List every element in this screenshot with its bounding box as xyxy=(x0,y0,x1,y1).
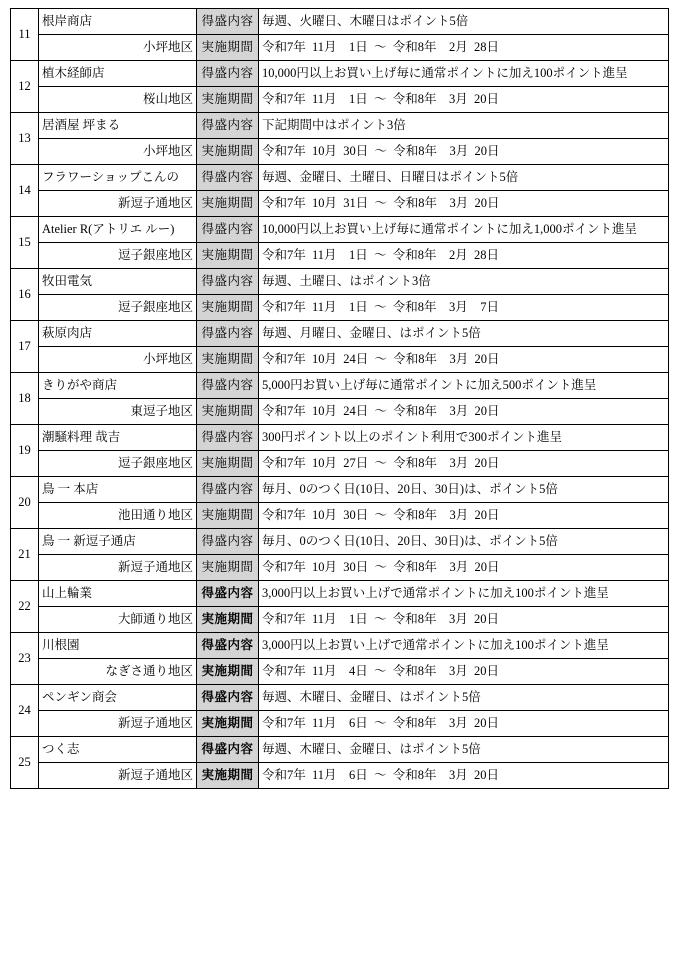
row-number: 21 xyxy=(11,529,39,581)
shop-name: 鳥 一 新逗子通店 xyxy=(39,529,197,555)
shop-name: 植木経師店 xyxy=(39,61,197,87)
campaign-detail: 3,000円以上お買い上げで通常ポイントに加え100ポイント進呈 xyxy=(259,581,669,607)
row-number: 14 xyxy=(11,165,39,217)
period-label: 実施期間 xyxy=(197,555,259,581)
detail-label: 得盛内容 xyxy=(197,737,259,763)
campaign-detail: 下記期間中はポイント3倍 xyxy=(259,113,669,139)
table-row xyxy=(11,555,669,581)
period-label: 実施期間 xyxy=(197,347,259,373)
shop-name: 山上輪業 xyxy=(39,581,197,607)
detail-label: 得盛内容 xyxy=(197,113,259,139)
shop-name: つく志 xyxy=(39,737,197,763)
row-number: 17 xyxy=(11,321,39,373)
period-label: 実施期間 xyxy=(197,295,259,321)
detail-label: 得盛内容 xyxy=(197,217,259,243)
campaign-detail: 3,000円以上お買い上げで通常ポイントに加え100ポイント進呈 xyxy=(259,633,669,659)
detail-label: 得盛内容 xyxy=(197,685,259,711)
shop-area: 新逗子通地区 xyxy=(39,191,197,217)
row-number: 11 xyxy=(11,9,39,61)
period-text: 令和7年 10月 27日 ～ 令和8年 3月 20日 xyxy=(262,455,500,470)
detail-label: 得盛内容 xyxy=(197,61,259,87)
table-row xyxy=(11,9,669,35)
period-text: 令和7年 10月 24日 ～ 令和8年 3月 20日 xyxy=(262,403,500,418)
shop-area: 桜山地区 xyxy=(39,87,197,113)
row-number: 16 xyxy=(11,269,39,321)
campaign-detail: 10,000円以上お買い上げ毎に通常ポイントに加え1,000ポイント進呈 xyxy=(259,217,669,243)
row-number: 25 xyxy=(11,737,39,789)
table-row xyxy=(11,165,669,191)
table-row xyxy=(11,269,669,295)
row-number: 24 xyxy=(11,685,39,737)
campaign-detail: 毎週、木曜日、金曜日、はポイント5倍 xyxy=(259,737,669,763)
table-row xyxy=(11,61,669,87)
period-text: 令和7年 10月 30日 ～ 令和8年 3月 20日 xyxy=(262,507,500,522)
period-label: 実施期間 xyxy=(197,607,259,633)
shop-campaign-table xyxy=(10,8,669,789)
shop-name: 川根園 xyxy=(39,633,197,659)
row-number: 15 xyxy=(11,217,39,269)
table-row xyxy=(11,217,669,243)
table-row xyxy=(11,685,669,711)
shop-area: 逗子銀座地区 xyxy=(39,243,197,269)
shop-area: 逗子銀座地区 xyxy=(39,295,197,321)
period-text: 令和7年 11月 1日 ～ 令和8年 3月 7日 xyxy=(262,299,500,314)
table-row xyxy=(11,477,669,503)
campaign-detail: 毎月、0のつく日(10日、20日、30日)は、ポイント5倍 xyxy=(259,529,669,555)
shop-name: 居酒屋 坪まる xyxy=(39,113,197,139)
campaign-period xyxy=(259,659,669,685)
campaign-period xyxy=(259,35,669,61)
campaign-period xyxy=(259,347,669,373)
table-row xyxy=(11,87,669,113)
period-label: 実施期間 xyxy=(197,35,259,61)
campaign-period xyxy=(259,555,669,581)
campaign-detail: 毎週、土曜日、はポイント3倍 xyxy=(259,269,669,295)
shop-area: 新逗子通地区 xyxy=(39,555,197,581)
shop-area: 小坪地区 xyxy=(39,347,197,373)
campaign-period xyxy=(259,503,669,529)
period-label: 実施期間 xyxy=(197,711,259,737)
table-row xyxy=(11,425,669,451)
period-text: 令和7年 11月 1日 ～ 令和8年 3月 20日 xyxy=(262,611,500,626)
period-text: 令和7年 11月 6日 ～ 令和8年 3月 20日 xyxy=(262,767,500,782)
row-number: 18 xyxy=(11,373,39,425)
shop-area: なぎさ通り地区 xyxy=(39,659,197,685)
shop-area: 東逗子地区 xyxy=(39,399,197,425)
shop-area: 小坪地区 xyxy=(39,139,197,165)
shop-name: 鳥 一 本店 xyxy=(39,477,197,503)
table-row xyxy=(11,763,669,789)
period-text: 令和7年 10月 30日 ～ 令和8年 3月 20日 xyxy=(262,143,500,158)
detail-label: 得盛内容 xyxy=(197,9,259,35)
period-text: 令和7年 11月 1日 ～ 令和8年 2月 28日 xyxy=(262,39,500,54)
table-row xyxy=(11,347,669,373)
shop-area: 池田通り地区 xyxy=(39,503,197,529)
shop-area: 逗子銀座地区 xyxy=(39,451,197,477)
period-label: 実施期間 xyxy=(197,243,259,269)
table-row xyxy=(11,243,669,269)
table-row xyxy=(11,113,669,139)
shop-area: 新逗子通地区 xyxy=(39,763,197,789)
shop-area: 新逗子通地区 xyxy=(39,711,197,737)
campaign-period xyxy=(259,763,669,789)
detail-label: 得盛内容 xyxy=(197,321,259,347)
campaign-period xyxy=(259,295,669,321)
period-label: 実施期間 xyxy=(197,191,259,217)
campaign-detail: 毎月、0のつく日(10日、20日、30日)は、ポイント5倍 xyxy=(259,477,669,503)
table-row xyxy=(11,737,669,763)
campaign-period xyxy=(259,607,669,633)
shop-name: 根岸商店 xyxy=(39,9,197,35)
campaign-period xyxy=(259,243,669,269)
table-row xyxy=(11,581,669,607)
period-text: 令和7年 10月 30日 ～ 令和8年 3月 20日 xyxy=(262,559,500,574)
table-row xyxy=(11,35,669,61)
row-number: 23 xyxy=(11,633,39,685)
period-text: 令和7年 11月 4日 ～ 令和8年 3月 20日 xyxy=(262,663,500,678)
period-label: 実施期間 xyxy=(197,87,259,113)
period-label: 実施期間 xyxy=(197,399,259,425)
shop-area: 小坪地区 xyxy=(39,35,197,61)
period-label: 実施期間 xyxy=(197,763,259,789)
row-number: 13 xyxy=(11,113,39,165)
table-row xyxy=(11,295,669,321)
detail-label: 得盛内容 xyxy=(197,425,259,451)
detail-label: 得盛内容 xyxy=(197,373,259,399)
table-row xyxy=(11,607,669,633)
campaign-detail: 毎週、火曜日、木曜日はポイント5倍 xyxy=(259,9,669,35)
shop-name: 牧田電気 xyxy=(39,269,197,295)
detail-label: 得盛内容 xyxy=(197,529,259,555)
campaign-period xyxy=(259,87,669,113)
detail-label: 得盛内容 xyxy=(197,269,259,295)
table-row xyxy=(11,321,669,347)
table-row xyxy=(11,529,669,555)
detail-label: 得盛内容 xyxy=(197,633,259,659)
table-row xyxy=(11,711,669,737)
row-number: 12 xyxy=(11,61,39,113)
row-number: 22 xyxy=(11,581,39,633)
table-row xyxy=(11,139,669,165)
campaign-period xyxy=(259,139,669,165)
table-row xyxy=(11,399,669,425)
period-text: 令和7年 11月 6日 ～ 令和8年 3月 20日 xyxy=(262,715,500,730)
period-label: 実施期間 xyxy=(197,503,259,529)
shop-area: 大師通り地区 xyxy=(39,607,197,633)
campaign-period xyxy=(259,399,669,425)
shop-name: フラワーショップこんの xyxy=(39,165,197,191)
table-row xyxy=(11,191,669,217)
table-row xyxy=(11,451,669,477)
shop-name: ペンギン商会 xyxy=(39,685,197,711)
period-text: 令和7年 11月 1日 ～ 令和8年 2月 28日 xyxy=(262,247,500,262)
shop-name: 潮騒料理 哉吉 xyxy=(39,425,197,451)
period-label: 実施期間 xyxy=(197,451,259,477)
table-row xyxy=(11,633,669,659)
table-row xyxy=(11,373,669,399)
table-body xyxy=(11,9,669,789)
campaign-detail: 毎週、月曜日、金曜日、はポイント5倍 xyxy=(259,321,669,347)
campaign-detail: 毎週、木曜日、金曜日、はポイント5倍 xyxy=(259,685,669,711)
period-label: 実施期間 xyxy=(197,139,259,165)
period-label: 実施期間 xyxy=(197,659,259,685)
campaign-detail: 10,000円以上お買い上げ毎に通常ポイントに加え100ポイント進呈 xyxy=(259,61,669,87)
detail-label: 得盛内容 xyxy=(197,477,259,503)
table-row xyxy=(11,659,669,685)
row-number: 20 xyxy=(11,477,39,529)
period-text: 令和7年 10月 31日 ～ 令和8年 3月 20日 xyxy=(262,195,500,210)
detail-label: 得盛内容 xyxy=(197,581,259,607)
campaign-detail: 300円ポイント以上のポイント利用で300ポイント進呈 xyxy=(259,425,669,451)
campaign-period xyxy=(259,191,669,217)
shop-name: きりがや商店 xyxy=(39,373,197,399)
row-number: 19 xyxy=(11,425,39,477)
period-text: 令和7年 11月 1日 ～ 令和8年 3月 20日 xyxy=(262,91,500,106)
period-text: 令和7年 10月 24日 ～ 令和8年 3月 20日 xyxy=(262,351,500,366)
shop-name: 萩原肉店 xyxy=(39,321,197,347)
campaign-detail: 毎週、金曜日、土曜日、日曜日はポイント5倍 xyxy=(259,165,669,191)
campaign-period xyxy=(259,451,669,477)
table-row xyxy=(11,503,669,529)
detail-label: 得盛内容 xyxy=(197,165,259,191)
shop-name: Atelier R(アトリエ ルー) xyxy=(39,217,197,243)
campaign-detail: 5,000円お買い上げ毎に通常ポイントに加え500ポイント進呈 xyxy=(259,373,669,399)
campaign-period xyxy=(259,711,669,737)
